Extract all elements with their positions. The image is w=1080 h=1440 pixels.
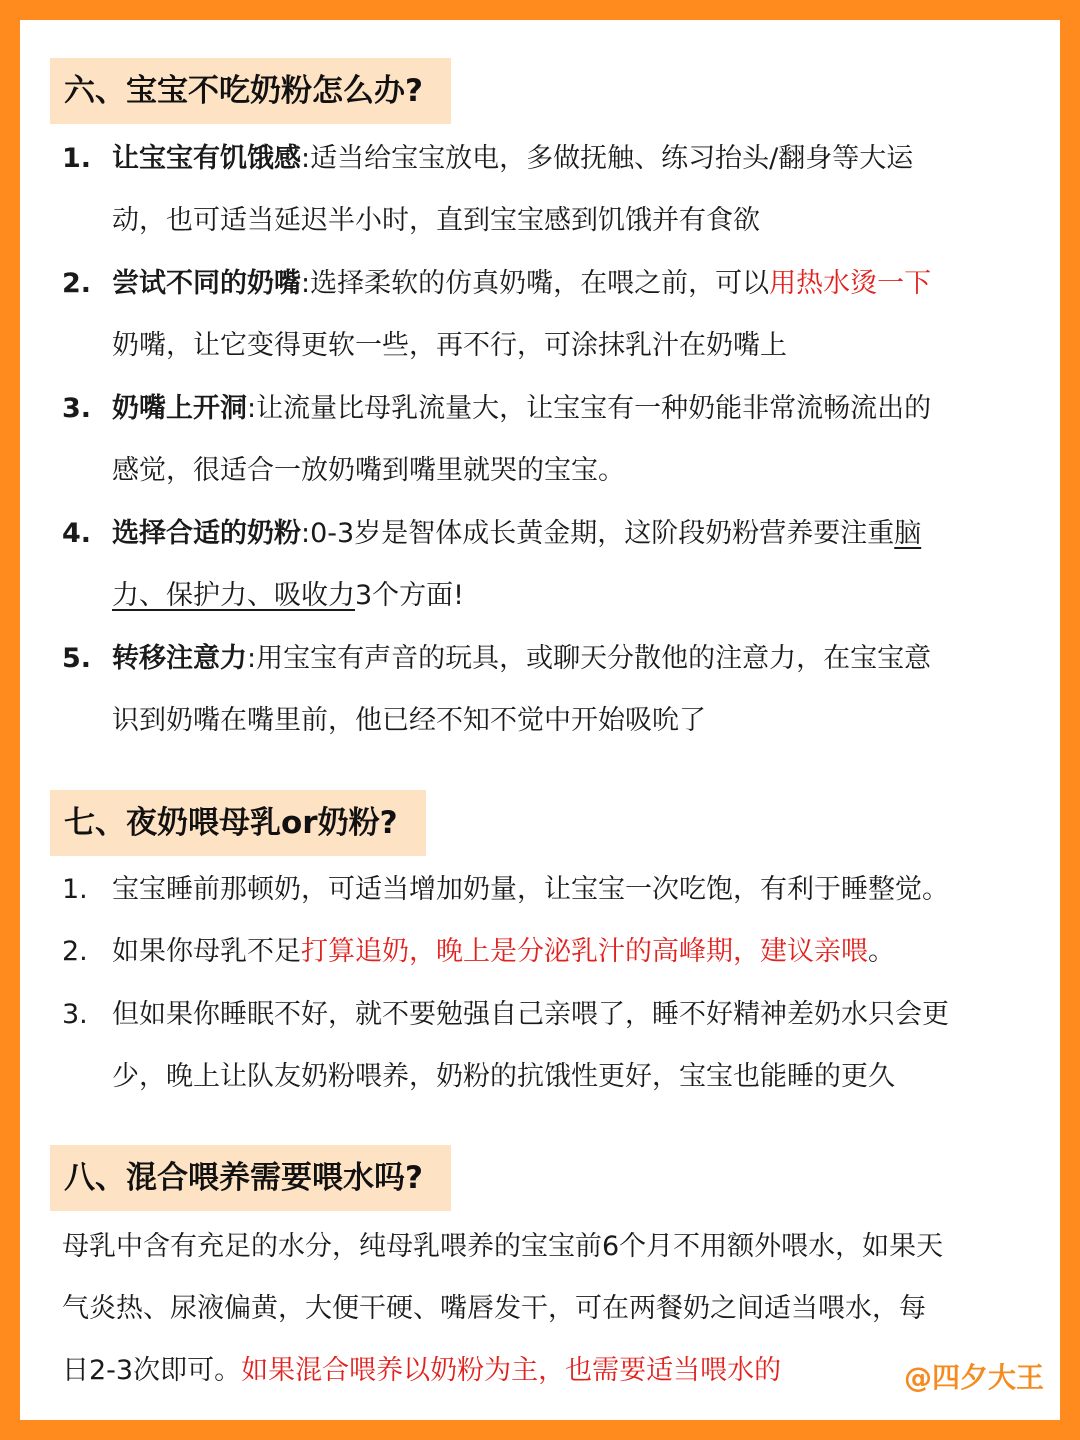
item-text-line1: 但如果你睡眠不好，就不要勉强自己亲喂了，睡不好精神差奶水只会更 [112,999,949,1030]
section-7-item-1 [62,859,1022,921]
item-heading: 转移注意力 [112,643,247,674]
section-6-item-4 [62,503,1022,627]
item-text-line2: 3个方面! [355,580,465,611]
section-7-title: 七、夜奶喂母乳or奶粉? [50,790,426,856]
item-text-line2: 奶嘴，让它变得更软一些，再不行，可涂抹乳汁在奶嘴上 [112,330,787,361]
section-8-title: 八、混合喂养需要喂水吗? [50,1145,451,1211]
author-watermark: @四夕大王 [903,1361,1044,1394]
paragraph-line1: 母乳中含有充足的水分，纯母乳喂养的宝宝前6个月不用额外喂水，如果天 [62,1231,944,1262]
paragraph-line3: 日2-3次即可。 [62,1355,242,1386]
section-6-item-3 [62,378,1022,502]
item-number: 1. [62,143,92,174]
section-7-item-2 [62,921,1022,983]
item-heading: 让宝宝有饥饿感 [112,143,301,174]
item-underlined-text: 脑 [894,518,922,549]
paragraph-highlight-text: 如果混合喂养以奶粉为主，也需要适当喂水的 [241,1355,782,1386]
item-text-line2: 感觉，很适合一放奶嘴到嘴里就哭的宝宝。 [112,455,625,486]
item-heading: 尝试不同的奶嘴 [112,268,301,299]
item-number: 2. [62,936,88,967]
section-6-item-1 [62,128,1022,252]
item-text-end: 。 [868,936,895,967]
item-number: 5. [62,643,92,674]
section-6-item-2 [62,253,1022,377]
section-7-item-3 [62,984,1022,1108]
item-text-line2: 识到奶嘴在嘴里前，他已经不知不觉中开始吸吮了 [112,705,706,736]
item-number: 4. [62,518,92,549]
item-number: 1. [62,874,88,905]
item-text-line2: 动，也可适当延迟半小时，直到宝宝感到饥饿并有食欲 [112,205,760,236]
section-8-paragraph [62,1216,1022,1402]
item-number: 3. [62,393,92,424]
item-text-line1: 用宝宝有声音的玩具，或聊天分散他的注意力，在宝宝意 [256,643,932,674]
item-text-line1: 如果你母乳不足 [112,936,301,967]
item-colon: : [301,518,311,549]
item-heading: 奶嘴上开洞 [112,393,247,424]
item-underlined-text: 力、保护力、吸收力 [112,580,355,611]
section-6-title: 六、宝宝不吃奶粉怎么办? [50,58,451,124]
item-heading: 选择合适的奶粉 [112,518,301,549]
item-number: 2. [62,268,92,299]
item-text-line1: 宝宝睡前那顿奶，可适当增加奶量，让宝宝一次吃饱，有利于睡整觉。 [112,874,949,905]
item-text-line1: 适当给宝宝放电，多做抚触、练习抬头/翻身等大运 [310,143,914,174]
item-number: 3. [62,999,88,1030]
section-6-item-5 [62,628,1022,752]
item-highlight-text: 用热水烫一下 [769,268,932,299]
item-text-line1: 让流量比母乳流量大，让宝宝有一种奶能非常流畅流出的 [256,393,932,424]
item-text-line1: 0-3岁是智体成长黄金期，这阶段奶粉营养要注重 [310,518,895,549]
item-highlight-text: 打算追奶，晚上是分泌乳汁的高峰期，建议亲喂 [301,936,868,967]
item-colon: : [301,268,311,299]
paragraph-line2: 气炎热、尿液偏黄，大便干硬、嘴唇发干，可在两餐奶之间适当喂水，每 [62,1293,926,1324]
item-colon: : [247,643,257,674]
item-text-line2: 少，晚上让队友奶粉喂养，奶粉的抗饿性更好，宝宝也能睡的更久 [112,1061,895,1092]
item-text-line1: 选择柔软的仿真奶嘴，在喂之前，可以 [310,268,770,299]
article-page [20,20,1060,1420]
item-colon: : [247,393,257,424]
item-colon: : [301,143,311,174]
